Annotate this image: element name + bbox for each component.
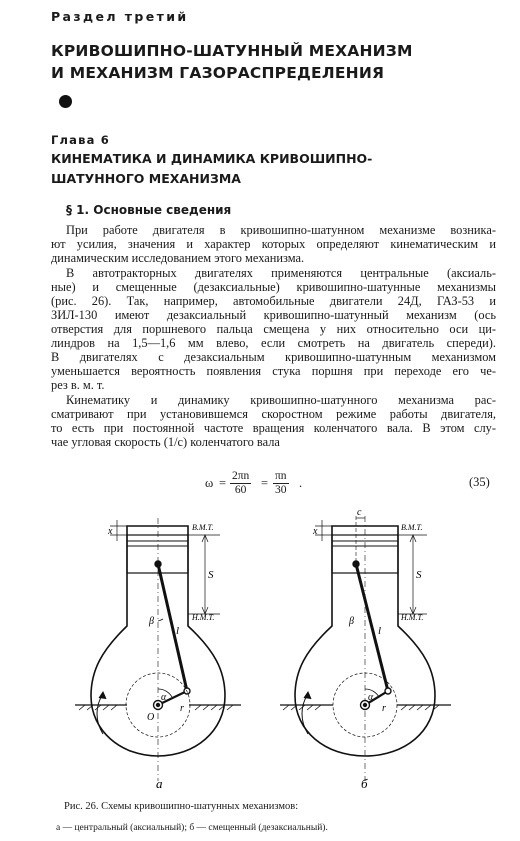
- formula-fraction-2: [273, 470, 289, 497]
- figure-26-diagram: [55, 506, 475, 796]
- fraction-2-numerator: πn: [275, 470, 287, 482]
- label-stroke-b: S: [416, 569, 422, 581]
- body-line: линдров на 1,5—1,6 мм влево, если смотреть на двигатель спереди).: [51, 336, 496, 350]
- label-bdc-b: Н.М.Т.: [401, 613, 424, 622]
- formula-omega: ω: [205, 476, 214, 490]
- body-line: ные) и смещенные (дезаксиальные) кривошипно-шатунные механизмы: [51, 280, 496, 294]
- formula-period: .: [299, 476, 303, 490]
- label-center-a: O: [147, 712, 155, 723]
- label-clearance-a: x: [108, 526, 113, 537]
- part-title-line-1: КРИВОШИПНО-ШАТУННЫЙ МЕХАНИЗМ: [51, 42, 413, 60]
- body-line: динамическим исследованием этого механизма.: [51, 251, 305, 265]
- part-title-line-2: И МЕХАНИЗМ ГАЗОРАСПРЕДЕЛЕНИЯ: [51, 64, 385, 82]
- formula-fraction-1: [230, 470, 251, 497]
- chapter-title-line-2: ШАТУННОГО МЕХАНИЗМА: [51, 171, 241, 186]
- body-line: ЗИЛ-130 имеют дезаксиальный кривошипно-шатунный механизм (ось: [51, 308, 496, 322]
- subfigure-b-label: б: [361, 776, 368, 791]
- subfigure-a-label: а: [156, 776, 163, 791]
- body-line: сматривают при установившемся скоростном режиме работы двигателя,: [51, 407, 496, 421]
- bullet-dot: [59, 95, 72, 108]
- label-rod-a: l: [176, 625, 180, 637]
- body-line: отверстия для поршневого пальца смещена у них относительно оси ци-: [51, 322, 496, 336]
- label-rod-b: l: [378, 625, 382, 637]
- figure-caption-line-1: Рис. 26. Схемы кривошипно-шатунных механизмов:: [64, 801, 299, 812]
- figure-caption-line-2: а — центральный (аксиальный); б — смещенный (дезаксиальный).: [56, 823, 328, 833]
- body-line: (рис. 26). Так, например, автомобильные двигатели 24Д, ГАЗ-53 и: [51, 294, 496, 308]
- label-crank-a: r: [180, 703, 184, 714]
- body-line: При работе двигателя в кривошипно-шатунном механизме возника-: [66, 223, 496, 237]
- formula-number: (35): [469, 475, 490, 489]
- label-alpha-a: α: [161, 692, 167, 703]
- label-clearance-b: x: [313, 526, 318, 537]
- formula-35: [205, 470, 325, 504]
- diagram-b: [280, 516, 451, 781]
- chapter-title: [51, 149, 372, 189]
- fraction-2-denominator: 30: [275, 484, 287, 496]
- label-bdc-a: Н.М.Т.: [192, 613, 215, 622]
- label-tdc-b: В.М.Т.: [401, 523, 423, 532]
- diagram-a: [75, 518, 241, 781]
- body-line: Кинематику и динамику кривошипно-шатунного механизма рас-: [66, 393, 496, 407]
- label-beta-a: β: [149, 616, 154, 627]
- formula-equals-1: =: [219, 476, 227, 490]
- label-offset-b: c: [357, 507, 362, 518]
- label-crank-b: r: [382, 703, 386, 714]
- body-line: В двигателях с дезаксиальным кривошипно-шатунным механизмом: [51, 350, 496, 364]
- part-title: [51, 40, 413, 84]
- chapter-title-line-1: КИНЕМАТИКА И ДИНАМИКА КРИВОШИПНО-: [51, 151, 373, 166]
- formula-equals-2: =: [261, 476, 269, 490]
- body-line: ют усилия, значения и характер которых определяют кинематическим и: [51, 237, 496, 251]
- label-tdc-a: В.М.Т.: [192, 523, 214, 532]
- label-beta-b: β: [349, 616, 354, 627]
- label-stroke-a: S: [208, 569, 214, 581]
- chapter-label: Глава 6: [51, 133, 110, 147]
- body-line: В автотракторных двигателях применяются центральные (аксиаль-: [66, 266, 496, 280]
- body-line: уменьшается вероятность появления стука поршня при переходе его че-: [51, 364, 496, 378]
- fraction-1-denominator: 60: [234, 484, 247, 496]
- paragraph-heading: § 1. Основные сведения: [66, 203, 232, 217]
- body-line: то есть при постоянной частоте вращения коленчатого вала. В этом слу-: [51, 421, 496, 435]
- label-alpha-b: α: [368, 692, 374, 703]
- body-line: чае угловая скорость (1/с) коленчатого вала: [51, 435, 280, 449]
- body-line: рез в. м. т.: [51, 378, 105, 392]
- section-label: Раздел третий: [51, 9, 189, 24]
- fraction-1-numerator: 2πn: [232, 470, 250, 482]
